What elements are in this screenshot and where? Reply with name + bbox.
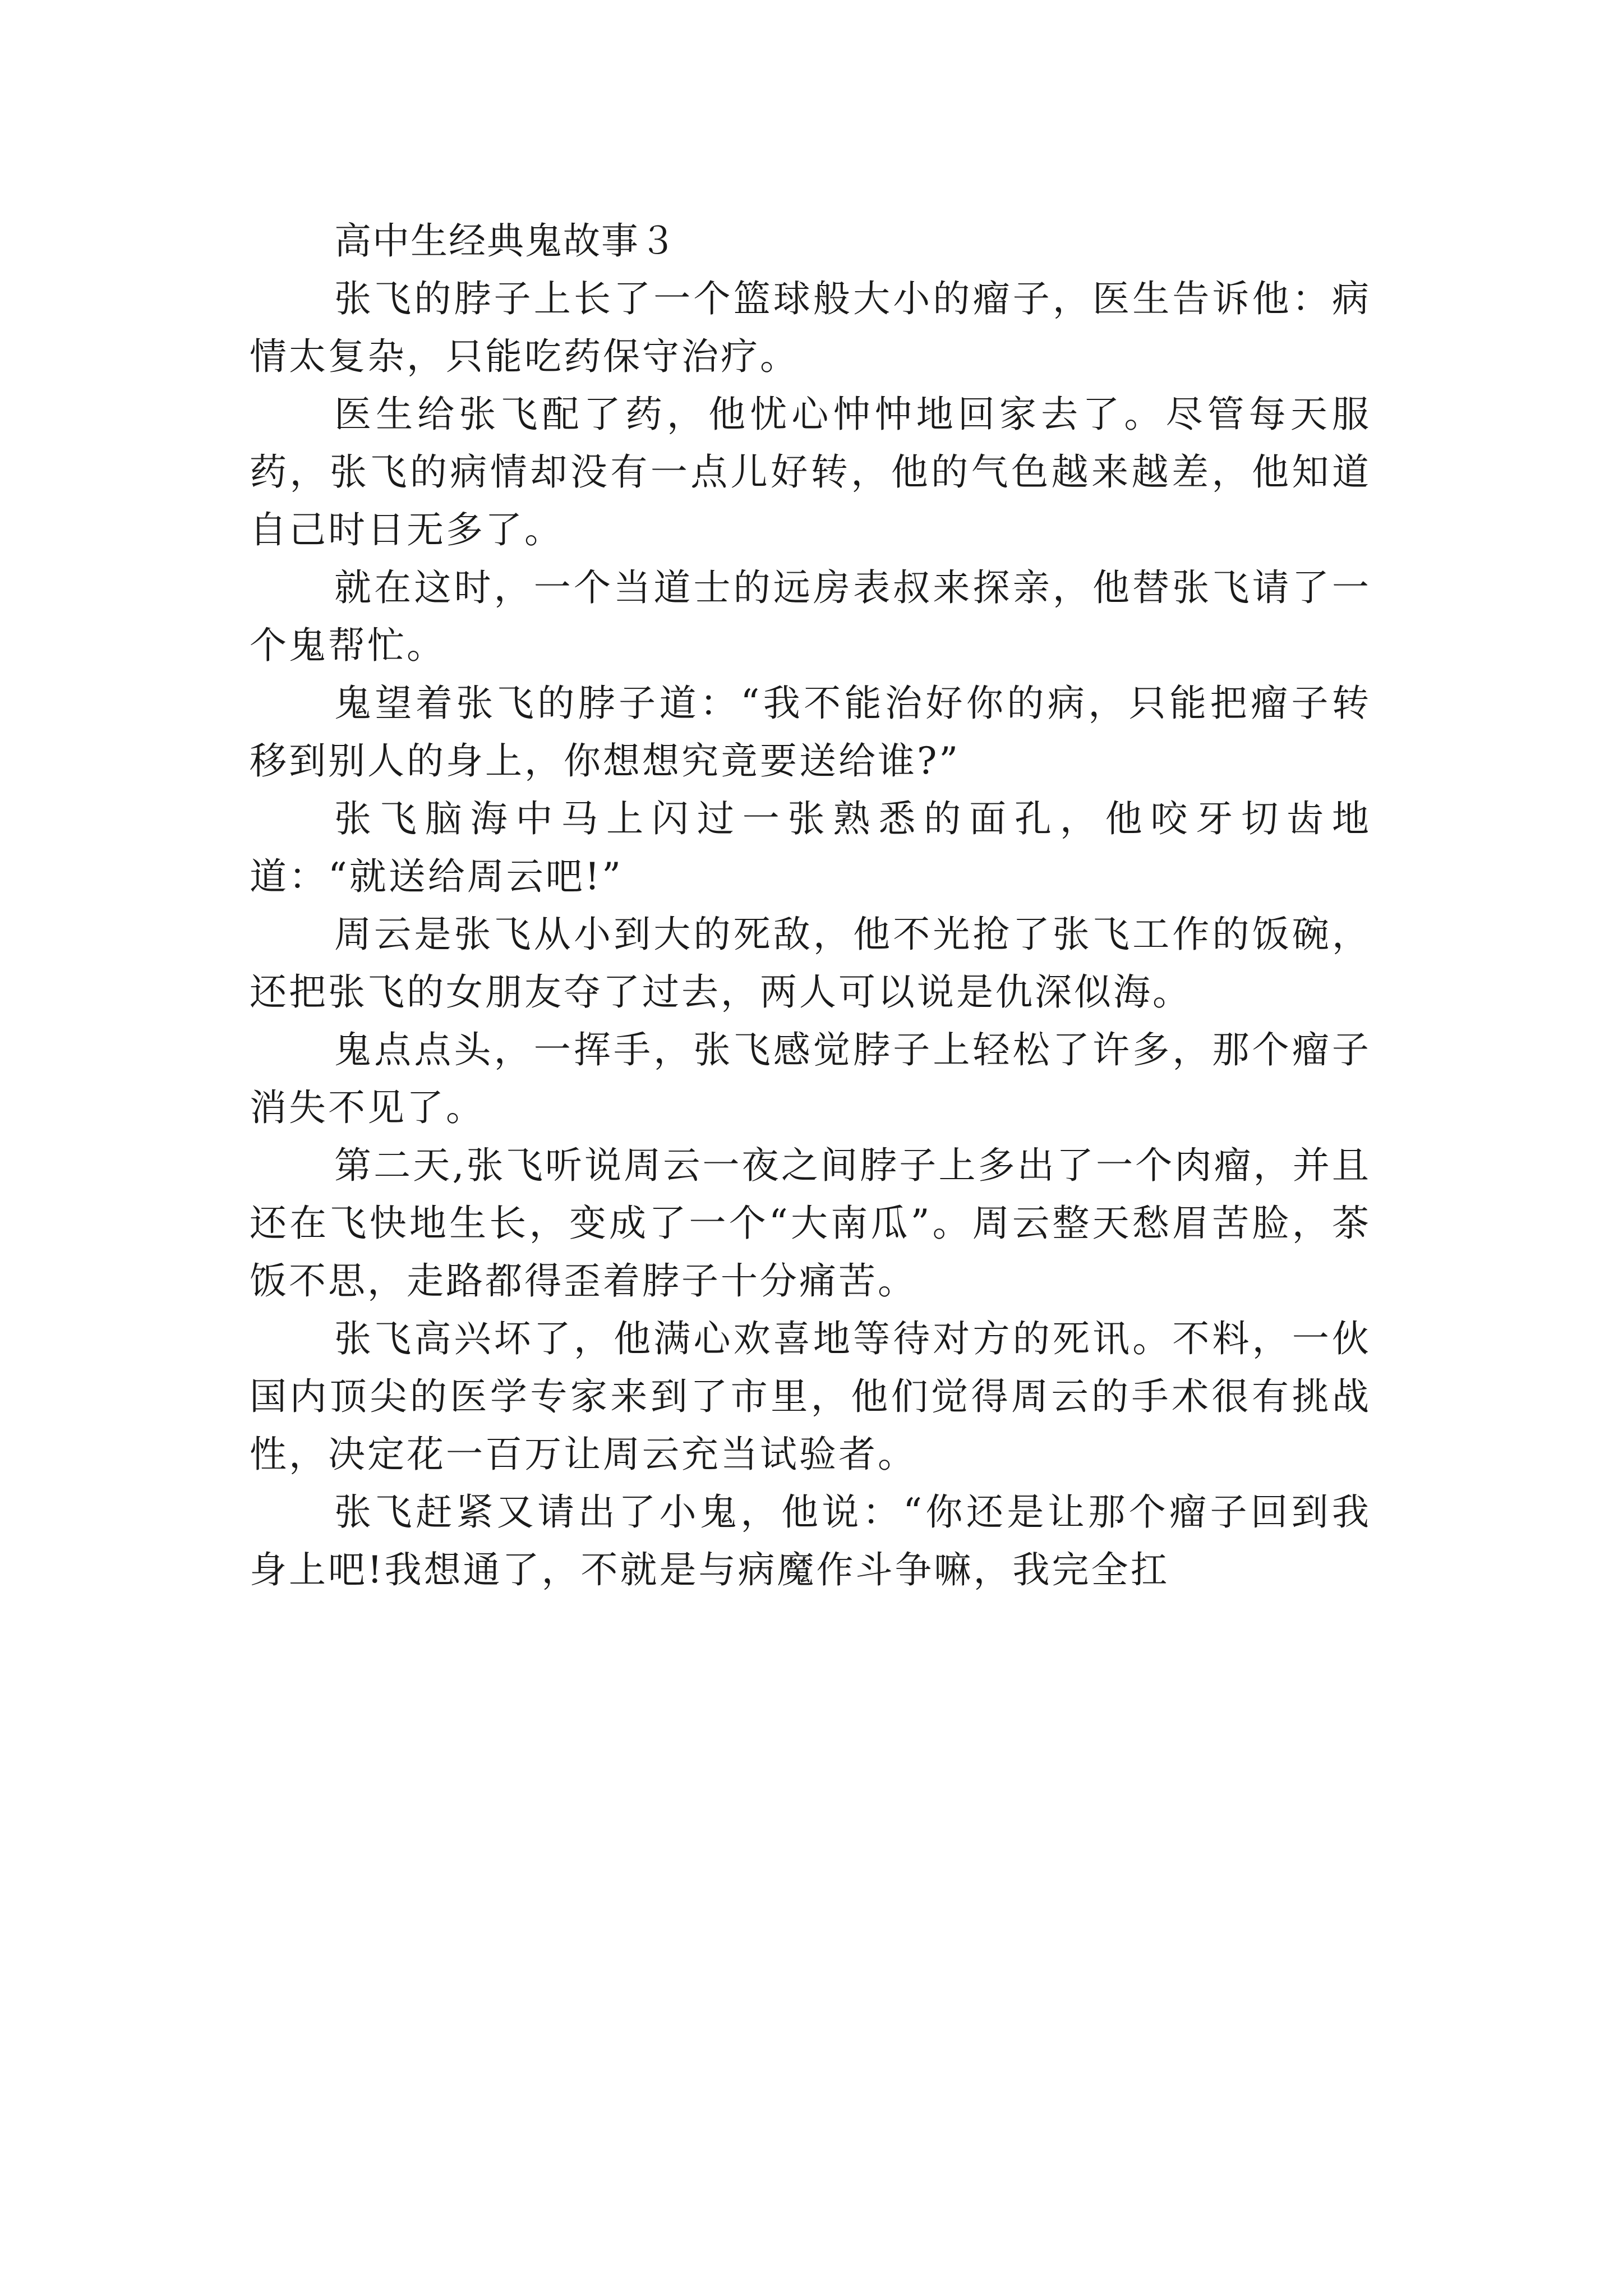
paragraph: 鬼点点头，一挥手，张飞感觉脖子上轻松了许多，那个瘤子消失不见了。 <box>250 1028 1371 1129</box>
paragraph: 医生给张飞配了药，他忧心忡忡地回家去了。尽管每天服药，张飞的病情却没有一点儿好转，他的气色越来越差，他知道自己时日无多了。 <box>250 393 1371 551</box>
paragraph: 就在这时，一个当道士的远房表叔来探亲，他替张飞请了一个鬼帮忙。 <box>250 566 1371 667</box>
paragraph: 周云是张飞从小到大的死敌，他不光抢了张飞工作的饭碗，还把张飞的女朋友夺了过去，两人可以说是仇深似海。 <box>250 913 1371 1014</box>
paragraph: 张飞脑海中马上闪过一张熟悉的面孔，他咬牙切齿地道：“就送给周云吧!” <box>250 797 1371 898</box>
paragraph: 第二天,张飞听说周云一夜之间脖子上多出了一个肉瘤，并且还在飞快地生长，变成了一个“大南瓜”。周云整天愁眉苦脸，茶饭不思，走路都得歪着脖子十分痛苦。 <box>250 1144 1371 1303</box>
paragraph: 张飞的脖子上长了一个篮球般大小的瘤子，医生告诉他：病情太复杂，只能吃药保守治疗。 <box>250 277 1371 378</box>
document-title: 高中生经典鬼故事３ <box>334 219 677 263</box>
paragraph: 张飞赶紧又请出了小鬼，他说：“你还是让那个瘤子回到我身上吧!我想通了，不就是与病魔作斗争嘛，我完全扛 <box>250 1490 1371 1591</box>
paragraph: 鬼望着张飞的脖子道：“我不能治好你的病，只能把瘤子转移到别人的身上，你想想究竟要送给谁?” <box>250 682 1371 783</box>
document-body <box>250 212 1371 1599</box>
paragraph: 张飞高兴坏了，他满心欢喜地等待对方的死讯。不料，一伙国内顶尖的医学专家来到了市里，他们觉得周云的手术很有挑战性，决定花一百万让周云充当试验者。 <box>250 1317 1371 1476</box>
